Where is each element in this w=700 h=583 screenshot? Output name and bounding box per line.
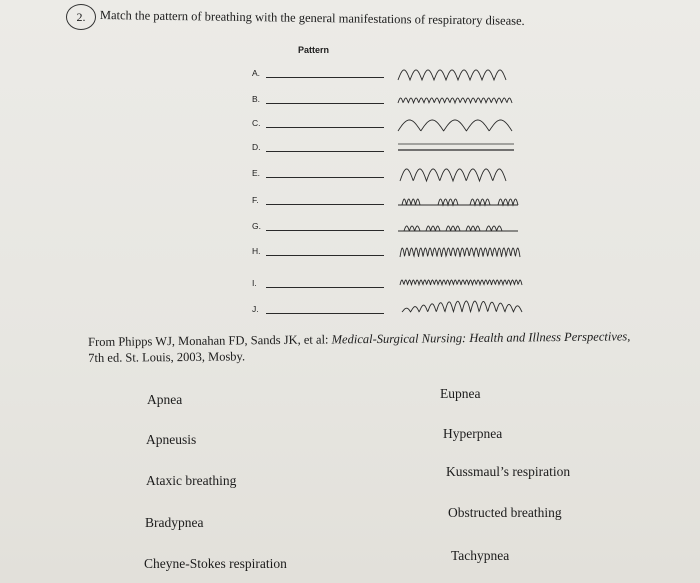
term-right: Hyperpnea bbox=[443, 426, 503, 441]
answer-row-j bbox=[252, 304, 392, 318]
breathing-pattern-h bbox=[394, 240, 534, 264]
answer-row-c bbox=[252, 118, 392, 132]
waveform-line bbox=[400, 248, 520, 257]
waveform-line bbox=[398, 226, 518, 231]
row-label: D. bbox=[252, 142, 261, 152]
waveform-line bbox=[400, 280, 522, 285]
question-number: 2. bbox=[66, 4, 96, 30]
waveform-line bbox=[400, 169, 506, 181]
answer-row-i bbox=[252, 278, 392, 292]
answer-blank[interactable] bbox=[266, 230, 384, 231]
answer-row-b bbox=[252, 94, 392, 108]
row-label: H. bbox=[252, 246, 261, 256]
row-label: A. bbox=[252, 68, 261, 78]
term-right: Tachypnea bbox=[451, 548, 510, 563]
term-right: Eupnea bbox=[440, 386, 481, 401]
breathing-pattern-d bbox=[394, 138, 534, 162]
citation-authors: From Phipps WJ, Monahan FD, Sands JK, et al: bbox=[88, 332, 332, 349]
row-label: E. bbox=[252, 168, 261, 178]
citation-title: Medical-Surgical Nursing: Health and Illness Perspectives, bbox=[331, 329, 631, 347]
answer-blank[interactable] bbox=[266, 313, 384, 314]
answer-row-a bbox=[252, 68, 392, 82]
answer-blank[interactable] bbox=[266, 287, 384, 288]
answer-blank[interactable] bbox=[266, 103, 384, 104]
term-left: Cheyne-Stokes respiration bbox=[144, 556, 287, 571]
row-label: B. bbox=[252, 94, 261, 104]
answer-blank[interactable] bbox=[266, 177, 384, 178]
answer-blank[interactable] bbox=[266, 77, 384, 78]
waveform-line bbox=[402, 301, 522, 312]
breathing-pattern-b bbox=[394, 89, 534, 113]
citation bbox=[88, 328, 688, 366]
row-label: C. bbox=[252, 118, 261, 128]
term-left: Ataxic breathing bbox=[146, 473, 237, 488]
answer-row-g bbox=[252, 221, 392, 235]
waveform-line bbox=[398, 98, 512, 103]
citation-publisher: 7th ed. St. Louis, 2003, Mosby. bbox=[88, 349, 246, 365]
row-label: G. bbox=[252, 221, 261, 231]
answer-row-h bbox=[252, 246, 392, 260]
breathing-pattern-i bbox=[394, 271, 534, 295]
answer-row-e bbox=[252, 168, 392, 182]
question-prompt: Match the pattern of breathing with the general manifestations of respiratory disease. bbox=[99, 8, 525, 28]
breathing-pattern-f bbox=[394, 189, 534, 213]
answer-blank[interactable] bbox=[266, 127, 384, 128]
term-left: Apnea bbox=[147, 392, 183, 407]
breathing-pattern-j bbox=[394, 294, 534, 318]
answer-blank[interactable] bbox=[266, 204, 384, 205]
term-right: Obstructed breathing bbox=[448, 505, 562, 520]
term-left: Apneusis bbox=[146, 432, 197, 447]
waveform-line bbox=[398, 120, 512, 131]
waveform-line bbox=[398, 199, 518, 205]
answer-row-d bbox=[252, 142, 392, 156]
breathing-pattern-e bbox=[394, 162, 534, 186]
row-label: J. bbox=[252, 304, 259, 314]
answer-row-f bbox=[252, 195, 392, 209]
breathing-pattern-a bbox=[394, 62, 534, 86]
answer-blank[interactable] bbox=[266, 151, 384, 152]
breathing-pattern-g bbox=[394, 215, 534, 239]
answer-blank[interactable] bbox=[266, 255, 384, 256]
term-left: Bradypnea bbox=[145, 515, 204, 530]
breathing-pattern-c bbox=[394, 112, 534, 136]
row-label: I. bbox=[252, 278, 257, 288]
pattern-header: Pattern bbox=[298, 45, 330, 55]
waveform-line bbox=[398, 70, 506, 80]
row-label: F. bbox=[252, 195, 259, 205]
term-right: Kussmaul’s respiration bbox=[446, 464, 571, 479]
